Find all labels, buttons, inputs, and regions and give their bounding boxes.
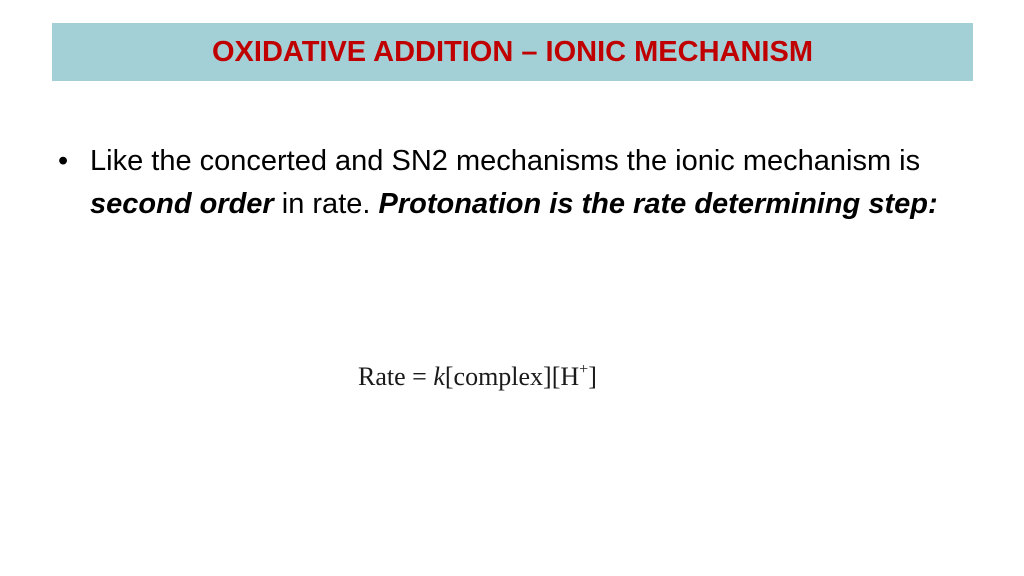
- equation-equals: =: [405, 362, 434, 391]
- equation-proton-close: ]: [588, 362, 597, 391]
- equation-proton-open: [H: [551, 362, 580, 391]
- equation-complex-term: [complex]: [444, 362, 552, 391]
- equation-lhs: Rate: [358, 362, 406, 391]
- bullet-emphasis-second-order: second order: [90, 188, 274, 220]
- equation-proton-charge: +: [579, 361, 589, 378]
- rate-equation: [358, 362, 597, 392]
- slide-title: OXIDATIVE ADDITION – IONIC MECHANISM: [212, 35, 813, 68]
- bullet-emphasis-rate-determining: Protonation is the rate determining step:: [378, 188, 938, 220]
- bullet-list: [58, 140, 938, 226]
- bullet-text: [90, 140, 938, 226]
- title-bar: [52, 23, 973, 81]
- bullet-text-part1: Like the concerted and SN2 mechanisms the ionic mechanism is: [90, 145, 921, 177]
- bullet-item: [58, 140, 938, 226]
- bullet-marker: •: [58, 145, 69, 177]
- bullet-text-part2: in rate.: [273, 188, 379, 220]
- equation-rate-constant: k: [433, 362, 445, 391]
